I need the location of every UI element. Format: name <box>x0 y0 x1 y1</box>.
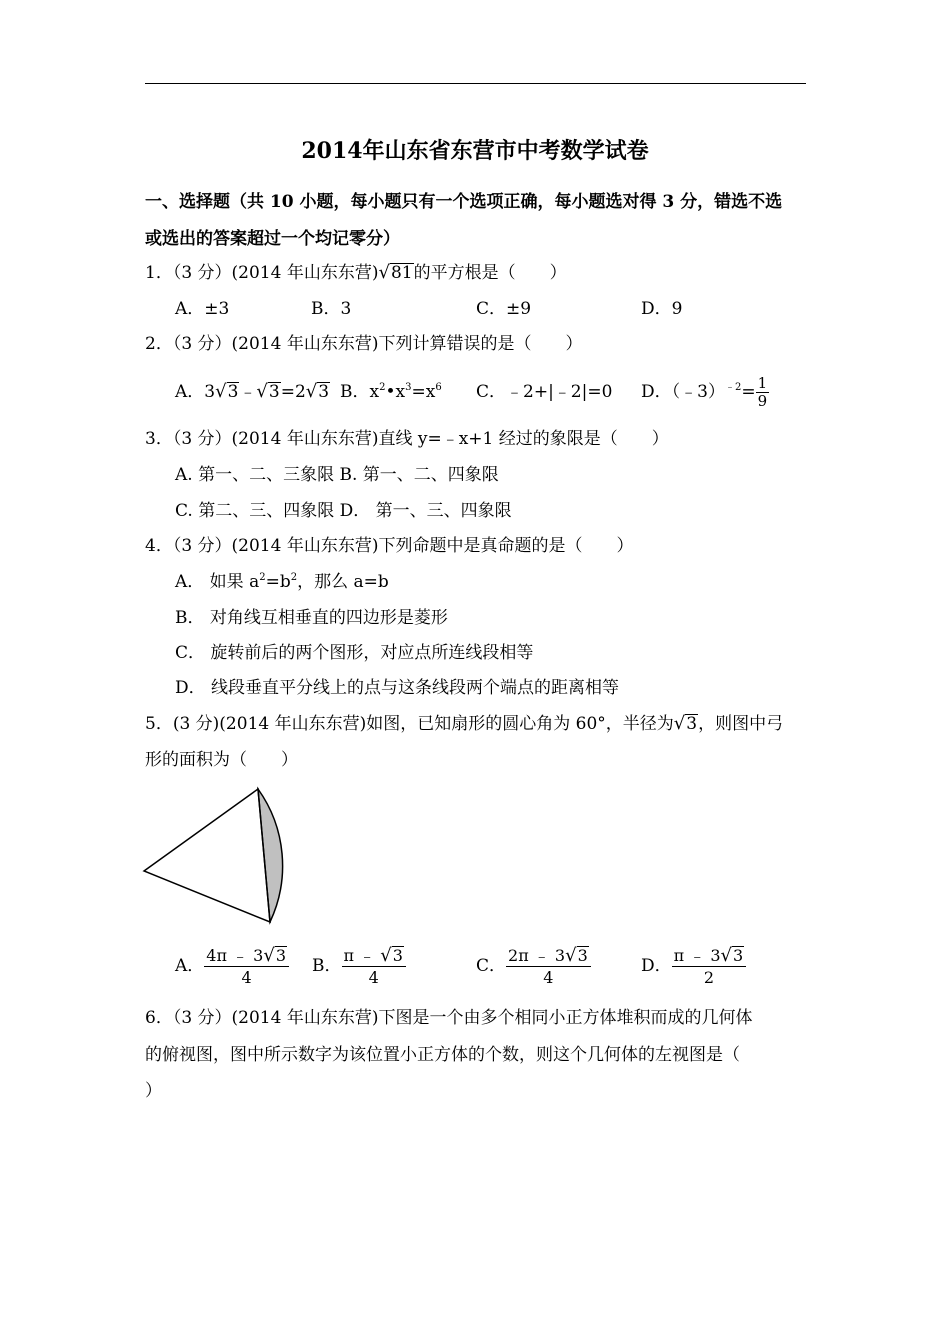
q1-option-b: B．3 <box>311 299 352 319</box>
header-rule <box>145 83 806 84</box>
section-heading-line2: 或选出的答案超过一个均记零分） <box>145 229 400 249</box>
q5-stem-line1: 5．(3 分)(2014 年山东东营)如图，已知扇形的圆心角为 60°，半径为√3，则图中弓 <box>145 713 784 734</box>
sector-triangle <box>144 789 270 922</box>
q5-stem-line2: 形的面积为（ ） <box>145 750 298 770</box>
q3-options-row1: A. 第一、二、三象限 B. 第一、二、四象限 <box>175 465 499 485</box>
shaded-segment <box>258 789 283 922</box>
q1-option-c: C．±9 <box>476 299 532 319</box>
sector-figure <box>140 785 295 930</box>
q2-stem: 2．（3 分）(2014 年山东东营)下列计算错误的是（ ） <box>145 334 583 354</box>
section-heading-line1: 一、选择题（共 10 小题，每小题只有一个选项正确，每小题选对得 3 分，错选不选 <box>145 192 783 212</box>
q1-option-a: A．±3 <box>175 299 230 319</box>
page-title: 2014年山东省东营市中考数学试卷 <box>301 138 649 164</box>
q5-d-fraction: $\frac{\pi ﹣ 3√3}{2}$ <box>672 946 747 987</box>
q5-option-d: D． $\frac{\pi ﹣ 3√3}{2}$ <box>641 946 746 987</box>
q5-option-c: C． $\frac{2\pi ﹣ 3√3}{4}$ <box>476 946 591 987</box>
q5-option-b: B． $\frac{\pi ﹣ √3}{4}$ <box>312 946 406 987</box>
q5-a-fraction: $\frac{4\pi ﹣ 3√3}{4}$ <box>204 946 289 987</box>
q2-option-a: A．3√3﹣√3=2√3 <box>175 381 330 402</box>
q5-option-a: A． $\frac{4\pi ﹣ 3√3}{4}$ <box>175 946 289 987</box>
q3-options-row2: C. 第二、三、四象限 D． 第一、三、四象限 <box>175 501 512 521</box>
q2-d-fraction: $\frac{1}{9}$ <box>757 374 768 410</box>
q1-option-d: D．9 <box>641 299 683 319</box>
q5-b-fraction: $\frac{\pi ﹣ √3}{4}$ <box>342 946 406 987</box>
q4-option-a: A． 如果 $a^2=b^2$，那么 a=b <box>175 572 389 592</box>
q3-stem: 3．（3 分）(2014 年山东东营)直线 y=﹣x+1 经过的象限是（ ） <box>145 429 669 449</box>
q6-stem-line2: 的俯视图，图中所示数字为该位置小正方体的个数，则这个几何体的左视图是（ <box>145 1045 740 1065</box>
q6-stem-line1: 6．（3 分）(2014 年山东东营)下图是一个由多个相同小正方体堆积而成的几何体 <box>145 1008 753 1028</box>
q1-stem: 1．（3 分）(2014 年山东东营)√81的平方根是（ ） <box>145 262 567 283</box>
q6-stem-line3: ） <box>145 1081 162 1101</box>
q2-option-d: D．（﹣3）$^{﹣2}$= $\frac{1}{9}$ <box>641 374 768 410</box>
q4-option-c: C． 旋转前后的两个图形，对应点所连线段相等 <box>175 643 534 663</box>
q4-option-d: D． 线段垂直平分线上的点与这条线段两个端点的距离相等 <box>175 678 620 698</box>
q1-sqrt: √81 <box>378 262 413 283</box>
q2-option-c: C．﹣2+|﹣2|=0 <box>476 382 613 402</box>
q4-option-b: B． 对角线互相垂直的四边形是菱形 <box>175 608 448 628</box>
q5-c-fraction: $\frac{2\pi ﹣ 3√3}{4}$ <box>506 946 591 987</box>
q4-stem: 4．（3 分）(2014 年山东东营)下列命题中是真命题的是（ ） <box>145 536 634 556</box>
q2-option-b: B．$x^2•x^3=x^6$ <box>340 382 442 402</box>
